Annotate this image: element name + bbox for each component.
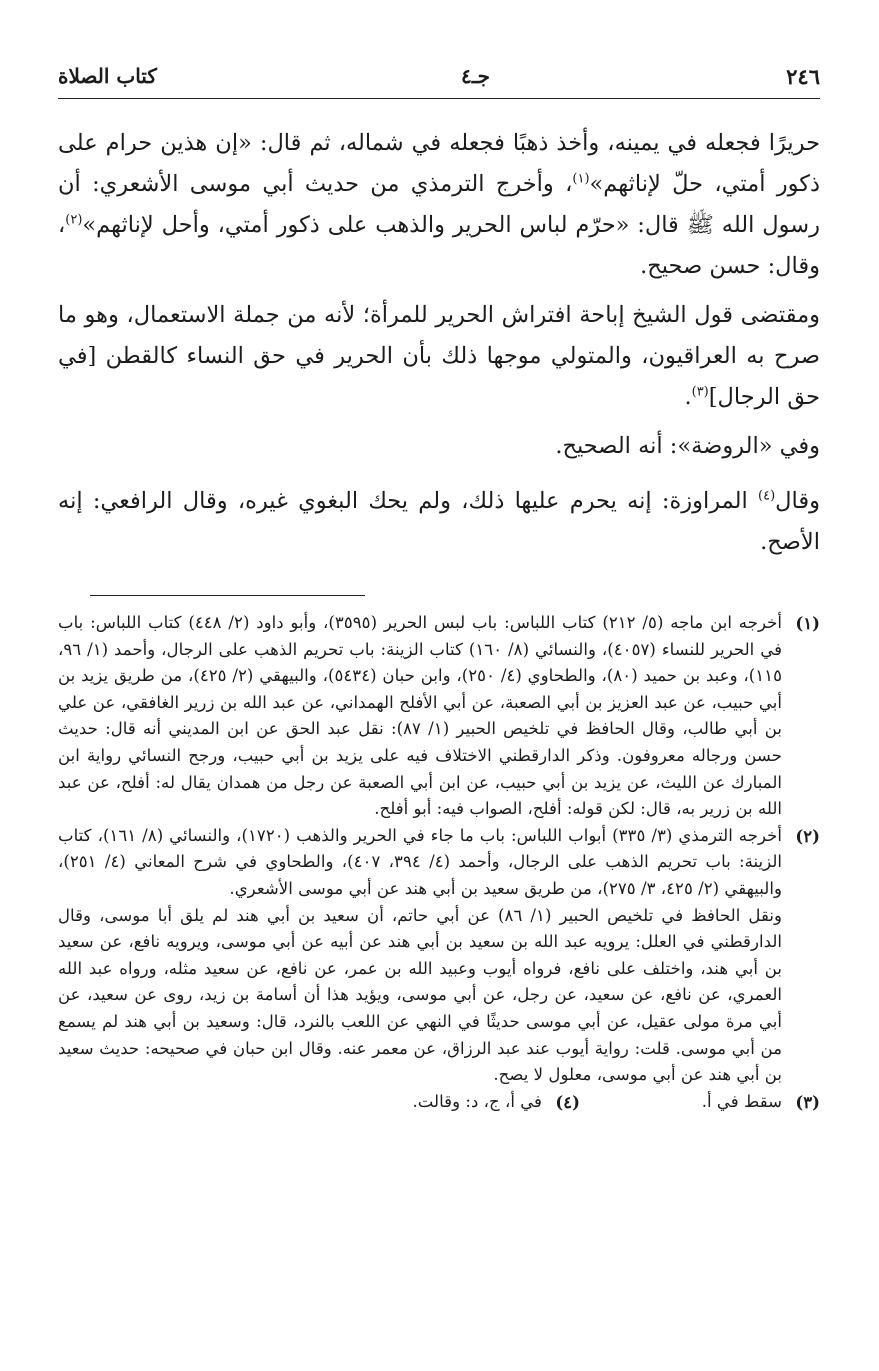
paragraph-4-text: المراوزة: إنه يحرم عليها ذلك، ولم يحك البغوي غيره، وقال الرافعي: إنه الأصح.	[58, 488, 820, 555]
page-number: ٢٤٦	[786, 64, 820, 89]
footnote-divider	[90, 595, 365, 596]
footnote-ref-1[interactable]: (١)	[572, 171, 590, 187]
paragraph-1-part-3: ، وقال: حسن صحيح.	[58, 212, 820, 279]
footnote-ref-3[interactable]: (٣)	[691, 384, 709, 400]
footnotes-3-4	[58, 1089, 820, 1116]
footnote-number: (١)	[795, 613, 820, 633]
footnote-number: (٣)	[795, 1091, 820, 1112]
footnote-2-paragraph-1: أخرجه الترمذي (٣/ ٣٣٥) أبواب اللباس: باب ما جاء في الحرير والذهب (١٧٢٠)، والنسائي (٨/ ١٦١)، كتاب الزينة: باب تحريم الذهب على الرجال، وأحمد (٤/ ٣٩٤، ٤٠٧)، والطحاوي في شرح المعاني (٤/ ٢٥١)، والبيهقي (٢/ ٤٢٥، ٣/ ٢٧٥)، من طريق سعيد بن أبي هند عن أبي موسى الأشعري.	[58, 825, 782, 898]
footnotes	[58, 610, 820, 1115]
footnote-text: أخرجه ابن ماجه (٥/ ٢١٢) كتاب اللباس: باب لبس الحرير (٣٥٩٥)، وأبو داود (٢/ ٤٤٨) كتاب اللباس: باب في الحرير للنساء (٤٠٥٧)، والنسائي (٨/ ١٦٠) كتاب الزينة: باب تحريم الذهب على الرجال، وأحمد (١/ ٩٦، ١١٥)، وعبد بن حميد (٨٠)، والطحاوي (٤/ ٢٥٠)، وابن حبان (٥٤٣٤)، والبيهقي (٢/ ٤٢٥)، من طريق يزيد بن أبي حبيب، عن عبد العزيز بن أبي الصعبة، عن أبي الأفلح الهمداني، عن عبد الله بن زرير الغافقي، عن علي بن أبي طالب، وقال الحافظ في تلخيص الحبير (١/ ٨٧): نقل عبد الحق عن ابن المديني أنه قال: حديث حسن ورجاله معروفون. وذكر الدارقطني الاختلاف فيه على يزيد بن أبي حبيب، ورجح النسائي رواية ابن المبارك عن الليث، عن يزيد بن أبي حبيب، عن ابن أبي الصعبة عن رجل من همدان يقال له: أفلح، عن عبد الله بن زرير به، قال: لكن قوله: أفلح، الصواب فيه: أبو أفلح.	[58, 613, 783, 819]
footnote-text: سقط في أ.	[701, 1091, 782, 1111]
footnote-ref-4[interactable]: (٤)	[758, 488, 776, 504]
footnote-text	[58, 823, 782, 1089]
footnote-4	[340, 1089, 580, 1116]
book-page	[58, 62, 820, 1115]
paragraph-2	[58, 295, 820, 418]
paragraph-4-start: وقال	[775, 488, 820, 514]
footnote-number: (٤)	[555, 1091, 580, 1112]
main-text	[58, 123, 820, 563]
footnote-ref-2[interactable]: (٢)	[65, 212, 83, 228]
paragraph-1-part-2: ، وأخرج الترمذي من حديث أبي موسى الأشعري: أن رسول الله ﷺ قال: «حرّم لباس الحرير والذهب على ذكور أمتي، وأحل لإناثهم»	[58, 171, 820, 238]
book-title: كتاب الصلاة	[58, 64, 157, 88]
page-header	[58, 62, 820, 99]
footnote-3	[580, 1089, 820, 1116]
footnote-number: (٢)	[795, 825, 820, 846]
paragraph-1-part-1: حريرًا فجعله في يمينه، وأخذ ذهبًا فجعله في شماله، ثم قال: «إن هذين حرام على ذكور أمتي، حلّ لإناثهم»	[58, 130, 821, 197]
paragraph-4	[58, 481, 820, 563]
paragraph-2-end: .	[684, 384, 692, 410]
volume-label: جـ٤	[461, 64, 490, 88]
paragraph-3: وفي «الروضة»: أنه الصحيح.	[555, 433, 820, 459]
footnote-1	[58, 610, 820, 823]
paragraph-1	[58, 123, 820, 287]
footnote-2-paragraph-2: ونقل الحافظ في تلخيص الحبير (١/ ٨٦) عن أبي حاتم، أن سعيد بن أبي هند لم يلق أبا موسى، وقال الدارقطني في العلل: يرويه عبد الله بن سعيد بن أبي هند عن أبيه عن أبي موسى، ويرويه نافع، عن سعيد بن أبي هند، واختلف على نافع، فرواه أيوب وعبيد الله بن عمر، عن نافع، عن سعيد مثله، ورواه عبد الله العمري، عن نافع، عن سعيد، عن رجل، عن أبي موسى، ويؤيد هذا أن أسامة بن زيد، روى عن سعيد، عن أبي مرة مولى عقيل، عن أبي موسى حديثًا في النهي عن اللعب بالنرد، قال: وسعيد بن أبي هند لم يسمع من أبي موسى. قلت: رواية أيوب عند عبد الرزاق، عن معمر عنه. وقال ابن حبان في صحيحه: حديث سعيد بن أبي هند عن أبي موسى، معلول لا يصح.	[58, 905, 782, 1085]
footnote-2	[58, 823, 820, 1089]
paragraph-2-text: ومقتضى قول الشيخ إباحة افتراش الحرير للمرأة؛ لأنه من جملة الاستعمال، وهو ما صرح به العراقيون، والمتولي موجها ذلك بأن الحرير في حق النساء كالقطن [في حق الرجال]	[58, 302, 820, 410]
footnote-text: في أ، ج، د: وقالت.	[412, 1091, 542, 1111]
